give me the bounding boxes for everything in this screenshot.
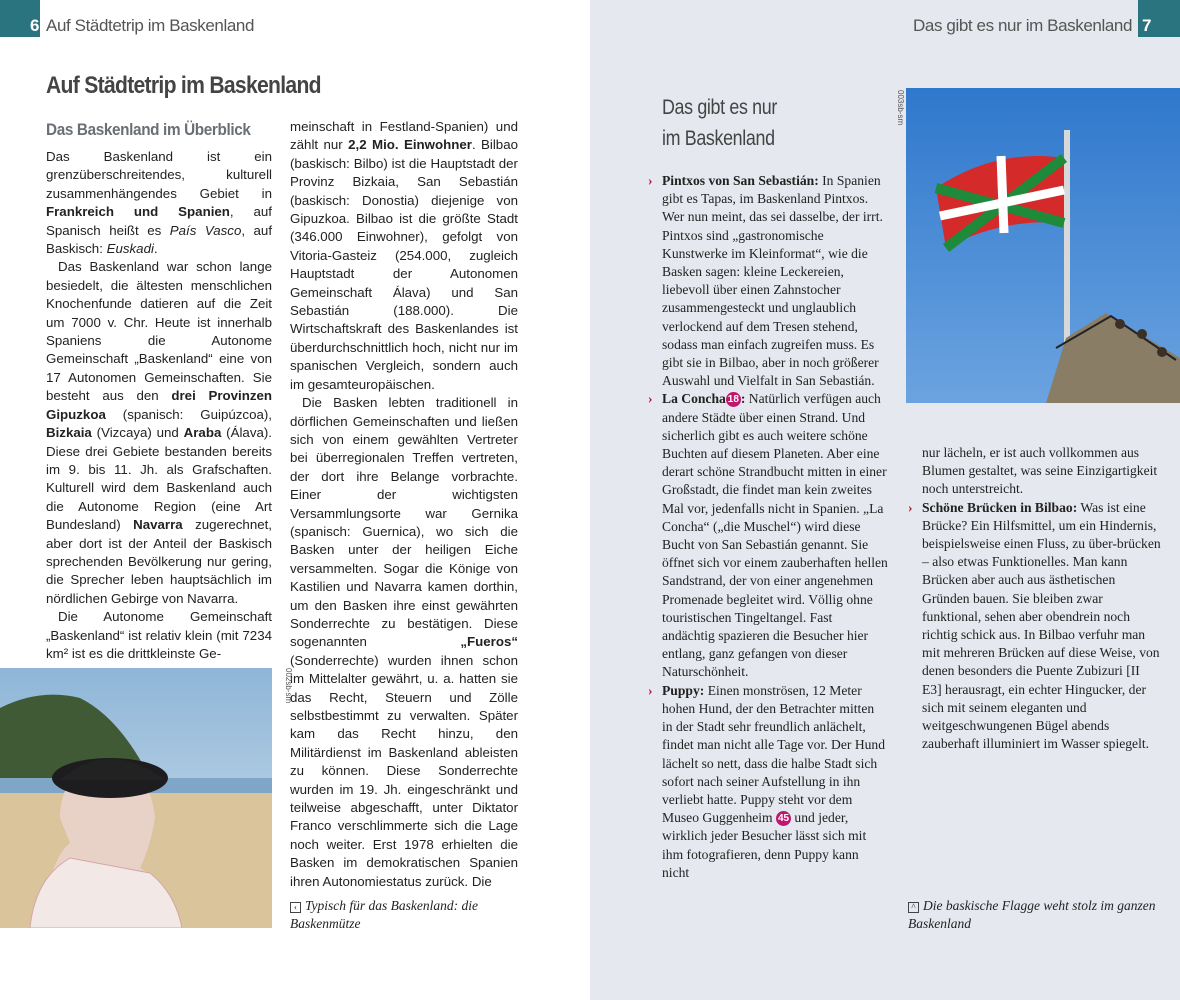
running-head: Auf Städtetrip im Baskenland xyxy=(46,16,255,35)
photo-caption: ^ Die baskische Flagge weht stolz im ganzen Baskenland xyxy=(908,898,1156,931)
paragraph xyxy=(290,394,518,891)
paragraph xyxy=(46,608,272,663)
body-text: . xyxy=(153,241,158,257)
page-title: Auf Städtetrip im Baskenland xyxy=(46,72,321,99)
body-text: Einen monströsen, 12 Meter hohen Hund, der den Betrachter mitten in der Stadt sehr freundlich anlächelt, findet man nicht alle Tage vor. Der Hund lächelt so nett, dass die halbe Stadt sich sofort nach seiner Aufstellung in ihn verliebt hatte. Puppy steht vor dem Museo Guggenheim xyxy=(662,682,886,826)
body-text: . Bilbao (baskisch: Bilbo) ist die Hauptstadt der Provinz Bizkaia, San Sebastián (baskisch: Donostia) diejenige von Gipuzkoa. Bilbao ist die größte Stadt (346.000 Einwohner), gefolgt von Vitoria-Gasteiz (254.000, zugleich Hauptstadt der Autonomen Gemeinschaft Álava) und San Sebastián (188.000). Die Wirtschaftskraft des Baskenlandes ist überdurchschnittlich hoch, nicht nur im spanischen Vergleich, sondern auch im gesamteuropäischen. xyxy=(290,137,518,392)
tips-column-1 xyxy=(648,172,888,882)
body-text: , auf Baskisch: xyxy=(46,222,273,257)
tip-item xyxy=(648,172,888,390)
bold-text: : xyxy=(740,391,746,407)
body-text: Natürlich verfügen auch andere Städte über einen Strand. Und sicherlich gibt es auch weitere schöne Buchten auf diesem Planeten. Aber eine derart schöne Strandbucht mitten in einer Großstadt, die findet man kein zweites Mal vor, jedenfalls nicht in Spanien. „La Concha“ („die Muschel“) wird diese Bucht von San Sebastián genannt. Sie öffnet sich vor einem zauberhaften hellen Sandstrand, der von einer angenehmen Promenade begleitet wird. Völlig ohne touristischen Tingeltangel. Fast andächtig spazieren die Besucher hier entlang, ganz gefangen von dieser Naturschönheit. xyxy=(662,391,888,680)
tip-item xyxy=(648,682,888,882)
body-text: (Sonderrechte) wurden ihnen schon im Mittelalter gewährt, u. a. hatten sie das Recht, Steuern und Zölle selbstbestimmt zu verwalten. Später kam das Recht hinzu, den Militärdienst im Baskenland ableisten zu können. Diese Sonderrechte wurden im 19. Jh. eingeschränkt und teilweise abgeschafft, unter Diktator Franco verschlimmerte sich die Lage noch weiter. Erst 1978 erhielten die Basken im demokratischen Spanien ihren Autonomiestatus zurück. Die xyxy=(290,652,518,889)
bold-text: Bizkaia xyxy=(46,425,92,441)
bold-text: Schöne Brücken in Bilbao: xyxy=(922,499,1078,515)
body-text: Die Basken lebten traditionell in dörflichen Gemeinschaften und ließen sich von einem gewählten Vertreter bei überregionalen Treffen vertreten, der dort ihre Belange vorbrachte. Einer der wichtigsten Versammlungsorte war Gernika (spanisch: Guernica), wo sich die Basken unter der heiligen Eiche versammelten. Sogar die Könige von Kastilien und Navarra kamen dorthin, um den Basken ihre einst gewährten Sonderrechte zu bestätigen. Diese sogenannten xyxy=(290,395,518,650)
page-number: 6 xyxy=(30,16,40,35)
chevron-right-icon: › xyxy=(648,682,653,698)
body-text: (Álava). Diese drei Gebiete bestanden bereits im 9. bis 11. Jh. als Grafschaften. Kulturell wird dem Baskenland auch die Autonome Region (eine Art Bundesland) xyxy=(46,425,272,533)
body-text: In Spanien gibt es Tapas, im Baskenland Pintxos. Wer nun meint, das sei dasselbe, der irrt. Pintxos sind „gastronomische Kunstwerke im Kleinformat“, wie die Basken sagen: kleine Leckereien, liebevoll über einen Zahnstocher zusammengesteckt und unglaublich verlockend auf dem Tresen stehend, sodass man einfach zugreifen muss. Es gibt sie in Bilbao, aber in noch größerer Auswahl und Vielfalt in San Sebastián. xyxy=(662,173,883,389)
body-text: Was ist eine Brücke? Ein Hilfsmittel, um ein Hindernis, beispielsweise einen Fluss, zu über-brücken – also etwas Funktionelles. Man kann Brücken aber auch aus ästhetischen Gründen bauen. Sie bleiben zwar funktional, sehen aber obendrein noch richtig schick aus. In Bilbao verfuhr man mit mehreren Brücken auf diese Weise, von denen besonders die Puente Zubizuri [II E3] herausragt, ein echter Hingucker, der sich mit seinem eleganten und weitgeschwungenen Bügel abends zauberhaft illuminiert im Wasser spiegelt. xyxy=(922,499,1161,752)
bold-text: 2,2 Mio. Einwohner xyxy=(348,137,472,153)
paragraph xyxy=(46,258,272,608)
chevron-right-icon: › xyxy=(648,391,653,407)
body-text: zugerechnet, aber dort ist der Anteil der Baskisch sprechenden Bevölkerung nur gering, die Sprecher leben hauptsächlich im nördlichen Gebirge von Navarra. xyxy=(46,517,272,606)
chevron-right-icon: › xyxy=(648,173,653,188)
photo-credit: 003sb-sm xyxy=(896,90,905,126)
body-text: nur lächeln, er ist auch vollkommen aus Blumen gestaltet, was seine Einzigartigkeit noch unterstreicht. xyxy=(922,445,1158,497)
bold-text: Puppy: xyxy=(662,682,705,698)
bold-text: Pintxos von San Sebastián: xyxy=(662,173,819,188)
text-column-1 xyxy=(46,120,272,663)
box-heading: Das gibt es nur im Baskenland xyxy=(662,96,777,150)
body-text: Das Baskenland ist ein grenzüberschreitendes, kulturell zusammenhängendes Gebiet in xyxy=(46,149,272,201)
photo-credit: 002sb-sm xyxy=(284,668,293,704)
beret-man-photo xyxy=(0,668,272,928)
map-marker-badge: 18 xyxy=(727,394,739,406)
arrow-left-icon: ‹ xyxy=(290,902,301,913)
body-text: (Vizcaya) und xyxy=(91,425,184,441)
bold-text: Araba xyxy=(183,425,222,441)
bold-text: drei Provinzen Gipuzkoa xyxy=(46,388,273,422)
arrow-up-icon: ^ xyxy=(908,902,919,913)
basque-flag-photo xyxy=(906,88,1180,403)
photo-caption: ‹ Typisch für das Baskenland: die Baskenmütze xyxy=(290,898,478,931)
body-text: meinschaft in Festland-Spanien) und zählt nur xyxy=(290,119,518,153)
bold-text: Navarra xyxy=(133,517,183,533)
tip-item xyxy=(908,499,1162,754)
paragraph xyxy=(290,118,518,394)
tip-item xyxy=(648,390,888,681)
body-text: (spanisch: Guipúzcoa), xyxy=(105,406,272,422)
bold-text: „Fueros“ xyxy=(460,634,518,650)
tip-item xyxy=(922,444,1162,499)
chevron-right-icon: › xyxy=(908,499,913,515)
running-head: Das gibt es nur im Baskenland xyxy=(913,16,1132,35)
body-text: Die Autonome Gemeinschaft „Baskenland“ ist relativ klein (mit 7234 km² ist es die drittkleinste Ge- xyxy=(46,609,272,661)
section-subtitle: Das Baskenland im Überblick xyxy=(46,120,251,139)
italic-text: País Vasco xyxy=(169,222,242,238)
page-number: 7 xyxy=(1142,16,1152,35)
italic-text: Euskadi xyxy=(106,241,154,257)
text-column-2 xyxy=(290,118,518,891)
bold-text: La Concha xyxy=(662,391,726,407)
body-text: , auf Spanisch heißt es xyxy=(46,204,272,238)
paragraph xyxy=(46,148,272,258)
bold-text: Frankreich und Spanien xyxy=(46,204,230,220)
body-text: und jeder, wirklich jeder Besucher lässt sich mit ihm fotografieren, denn Puppy kann nicht xyxy=(662,810,867,880)
tips-column-2 xyxy=(908,444,1162,753)
body-text: Das Baskenland war schon lange besiedelt, die ältesten menschlichen Knochenfunde datieren auf die Zeit um 7000 v. Chr. Heute ist innerhalb Spaniens die Autonome Gemeinschaft „Baskenland“ eine von 17 Autonomen Gemeinschaften. Sie besteht aus den xyxy=(46,259,272,404)
map-marker-badge: 45 xyxy=(777,813,790,825)
